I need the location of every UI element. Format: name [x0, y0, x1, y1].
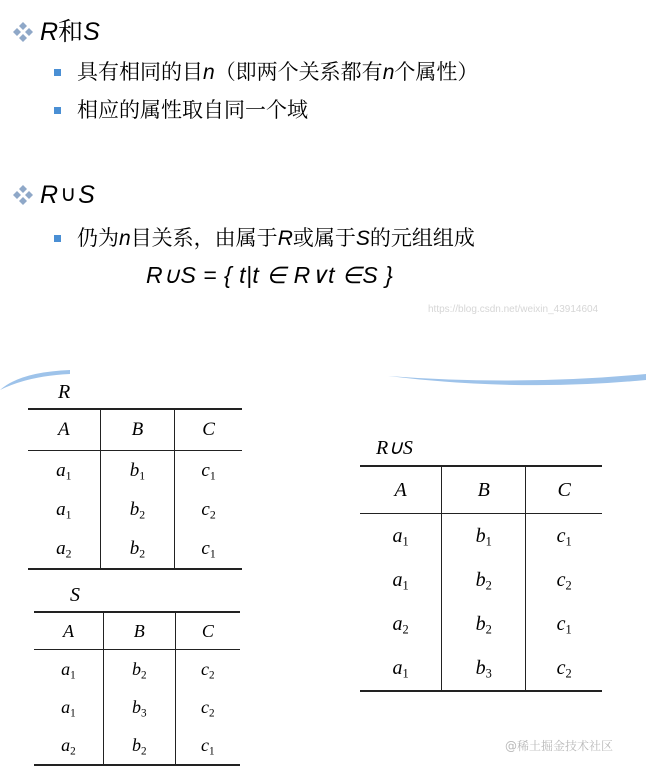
- union-symbol: ∪: [60, 182, 77, 207]
- table-s-title: S: [70, 584, 80, 606]
- column-header: A: [34, 612, 103, 650]
- table-cell: $b_2$: [100, 529, 174, 569]
- column-header: A: [360, 466, 442, 514]
- heading-var-s: S: [83, 18, 100, 46]
- square-bullet-icon: [54, 235, 61, 242]
- table-row: [360, 646, 602, 691]
- column-header: B: [442, 466, 526, 514]
- table-cell: $b_3$: [442, 646, 526, 691]
- bullet-text: 仍为n目关系，由属于R或属于S的元组组成: [77, 226, 475, 250]
- table-cell: $a_2$: [392, 612, 409, 637]
- table-cell: $a_1$: [392, 524, 409, 549]
- table-row: [34, 726, 240, 765]
- table-row: [28, 529, 242, 569]
- table-cell: $c_2$: [175, 650, 240, 689]
- table-cell: $b_1$: [100, 451, 174, 491]
- table-cell: $c_1$: [526, 514, 602, 559]
- table-row: [34, 650, 240, 689]
- relation-r-table: [28, 408, 242, 570]
- table-cell: $c_2$: [175, 688, 240, 726]
- swoosh-right-decoration: [388, 372, 646, 388]
- table-cell: $a_1$: [61, 696, 76, 719]
- square-bullet-icon: [54, 107, 61, 114]
- heading-var-r: R: [40, 18, 59, 46]
- table-cell: $c_2$: [526, 558, 602, 602]
- union-formula: R∪S = { t|t ∈ R∨t ∈S }: [146, 262, 394, 288]
- watermark-juejin: @稀土掘金技术社区: [505, 739, 614, 753]
- table-cell: $c_2$: [526, 646, 602, 691]
- table-cell: $a_2$: [34, 726, 103, 765]
- table-cell: $b_2$: [442, 558, 526, 602]
- table-cell: $c_1$: [175, 726, 240, 765]
- table-cell: $a_2$: [28, 529, 100, 569]
- table-cell: $c_2$: [175, 490, 242, 529]
- table-header-row: [360, 466, 602, 514]
- bullet-text: 相应的属性取自同一个域: [77, 98, 308, 122]
- table-row: [28, 451, 242, 491]
- relation-s-table: [34, 611, 240, 766]
- bullet-same-degree: [54, 58, 478, 87]
- table-r-title: R: [58, 381, 71, 403]
- table-row: [34, 688, 240, 726]
- column-header: B: [100, 409, 174, 451]
- bullet-union-definition: [54, 224, 475, 253]
- relation-union-table: [360, 465, 602, 692]
- table-cell: $b_2$: [442, 602, 526, 646]
- table-cell: $b_3$: [103, 688, 175, 726]
- table-union-title: R∪S: [376, 437, 413, 459]
- bullet-same-domain: [54, 96, 308, 124]
- table-row: [360, 602, 602, 646]
- table-row: [28, 490, 242, 529]
- table-row: [360, 514, 602, 559]
- bullet-text: 具有相同的目n（即两个关系都有n个属性）: [77, 60, 479, 84]
- diamond-cluster-icon: [12, 184, 34, 206]
- column-header: B: [103, 612, 175, 650]
- table-cell: $b_2$: [103, 726, 175, 765]
- table-header-row: [28, 409, 242, 451]
- heading-r-union-s: [12, 180, 95, 210]
- watermark-url: https://blog.csdn.net/weixin_43914604: [428, 304, 599, 315]
- table-cell: $b_2$: [103, 650, 175, 689]
- heading-r-and-s: [12, 17, 100, 47]
- table-cell: $c_1$: [175, 529, 242, 569]
- table-header-row: [34, 612, 240, 650]
- diamond-cluster-icon: [12, 21, 34, 43]
- table-cell: $c_1$: [175, 451, 242, 491]
- table-cell: $a_1$: [61, 658, 76, 681]
- table-cell: $a_1$: [360, 646, 442, 691]
- table-cell: $a_1$: [56, 459, 72, 483]
- table-cell: $a_1$: [56, 498, 72, 522]
- table-cell: $c_1$: [526, 602, 602, 646]
- column-header: C: [526, 466, 602, 514]
- square-bullet-icon: [54, 69, 61, 76]
- table-cell: $a_1$: [392, 568, 409, 593]
- heading-and: 和: [58, 17, 84, 46]
- table-cell: $b_1$: [442, 514, 526, 559]
- heading-var-s: S: [78, 181, 95, 209]
- table-row: [360, 558, 602, 602]
- table-cell: $b_2$: [100, 490, 174, 529]
- column-header: C: [175, 612, 240, 650]
- column-header: C: [175, 409, 242, 451]
- heading-var-r: R: [40, 181, 59, 209]
- column-header: A: [28, 409, 100, 451]
